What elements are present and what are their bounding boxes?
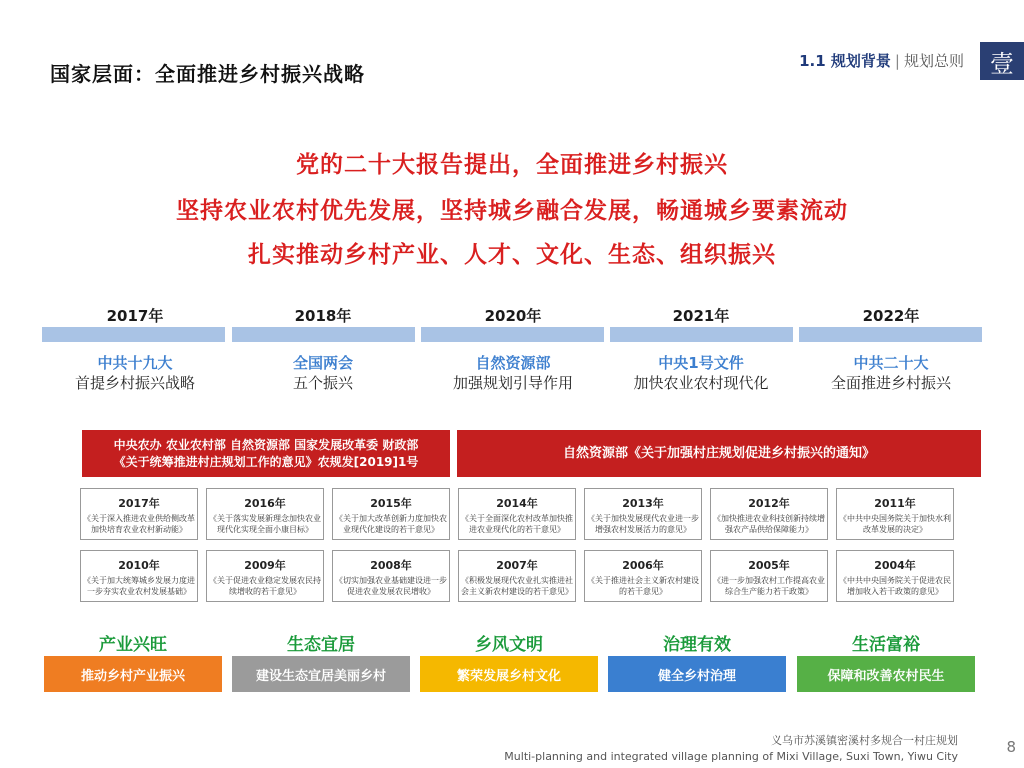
document-title: 《关于落实发展新理念加快农业现代化实现全面小康目标》 [209, 514, 321, 534]
section-tag [799, 50, 964, 71]
timeline-event-desc: 加强规划引导作用 [452, 374, 573, 392]
document-year: 2007年 [496, 559, 538, 572]
section-number: 1.1 规划背景 [799, 52, 891, 70]
timeline-event-title: 中共二十大 [853, 354, 929, 372]
headline-1: 党的二十大报告提出，全面推进乡村振兴 [296, 152, 728, 178]
document-card [836, 550, 954, 602]
timeline-event-desc: 首提乡村振兴战略 [74, 374, 195, 392]
section-separator: | [894, 52, 900, 70]
document-year: 2012年 [748, 497, 790, 510]
document-title: 《关于加大改革创新力度加快农业现代化建设的若干意见》 [335, 514, 447, 534]
timeline-bar-segment [42, 327, 225, 342]
document-card [458, 550, 576, 602]
timeline-event-desc: 加快农业农村现代化 [633, 374, 769, 392]
document-card [80, 488, 198, 540]
document-title: 《切实加强农业基础建设进一步促进农业发展农民增收》 [335, 576, 447, 596]
footer-project-name-en: Multi-planning and integrated village planning of Mixi Village, Suxi Town, Yiwu City [504, 750, 958, 763]
headline-3: 扎实推动乡村产业、人才、文化、生态、组织振兴 [248, 242, 776, 268]
policy-banner-left-line2: 《关于统筹推进村庄规划工作的意见》农规发[2019]1号 [113, 454, 419, 469]
footer-project-name-cn: 义乌市苏溪镇密溪村多规合一村庄规划 [771, 734, 958, 747]
document-year: 2005年 [748, 559, 790, 572]
document-title: 《关于加快发展现代农业进一步增强农村发展活力的意见》 [587, 514, 699, 534]
timeline-event-title: 中共十九大 [97, 354, 173, 372]
timeline-event-title: 自然资源部 [475, 354, 551, 372]
document-title: 《关于促进农业稳定发展农民持续增收的若干意见》 [209, 576, 321, 596]
pillar-action-bar: 建设生态宜居美丽乡村 [232, 656, 410, 692]
document-title: 《积极发展现代农业扎实推进社会主义新农村建设的若干意见》 [461, 576, 573, 596]
document-year: 2008年 [370, 559, 412, 572]
chapter-badge: 壹 [980, 42, 1024, 80]
document-title: 《中共中央国务院关于促进农民增加收入若干政策的意见》 [839, 576, 951, 596]
document-card [458, 488, 576, 540]
document-year: 2010年 [118, 559, 160, 572]
document-card [710, 550, 828, 602]
document-title: 《加快推进农业科技创新持续增强农产品供给保障能力》 [713, 514, 825, 534]
timeline-year: 2017年 [106, 307, 164, 325]
timeline-bar-segment [232, 327, 415, 342]
document-card [584, 550, 702, 602]
timeline-year: 2021年 [672, 307, 730, 325]
policy-banner-right-text: 自然资源部《关于加强村庄规划促进乡村振兴的通知》 [562, 446, 875, 461]
timeline-event-desc: 全面推进乡村振兴 [830, 374, 951, 392]
document-title: 《中共中央国务院关于加快水利改革发展的决定》 [839, 514, 951, 534]
timeline-year: 2018年 [294, 307, 352, 325]
pillar-title: 生态宜居 [287, 635, 355, 655]
pillar-title: 生活富裕 [852, 635, 920, 655]
section-subtitle: 规划总则 [903, 52, 964, 70]
document-year: 2017年 [118, 497, 160, 510]
headline-2: 坚持农业农村优先发展，坚持城乡融合发展，畅通城乡要素流动 [176, 198, 848, 224]
pillar-title: 治理有效 [663, 635, 731, 655]
pillar-action-bar: 推动乡村产业振兴 [44, 656, 222, 692]
timeline-bar-segment [799, 327, 982, 342]
document-year: 2009年 [244, 559, 286, 572]
pillar-title: 乡风文明 [475, 635, 543, 655]
policy-banner-left-line1: 中央农办 农业农村部 自然资源部 国家发展改革委 财政部 [113, 437, 419, 452]
document-year: 2014年 [496, 497, 538, 510]
pillar-title: 产业兴旺 [99, 635, 167, 655]
document-card [584, 488, 702, 540]
policy-banner-right [457, 430, 981, 477]
document-card [206, 550, 324, 602]
document-title: 《关于加大统筹城乡发展力度进一步夯实农业农村发展基础》 [83, 576, 195, 596]
page-title: 国家层面：全面推进乡村振兴战略 [50, 62, 365, 86]
timeline-year: 2022年 [862, 307, 920, 325]
pillar-action-bar: 繁荣发展乡村文化 [420, 656, 598, 692]
document-card [710, 488, 828, 540]
document-year: 2013年 [622, 497, 664, 510]
pillar-action-bar: 保障和改善农村民生 [797, 656, 975, 692]
timeline-year: 2020年 [484, 307, 542, 325]
document-year: 2006年 [622, 559, 664, 572]
document-card [80, 550, 198, 602]
document-year: 2011年 [874, 497, 916, 510]
page-number: 8 [1006, 738, 1016, 756]
document-card [332, 488, 450, 540]
document-year: 2004年 [874, 559, 916, 572]
document-year: 2016年 [244, 497, 286, 510]
timeline-event-title: 全国两会 [292, 354, 353, 372]
timeline-bar-segment [421, 327, 604, 342]
document-card [836, 488, 954, 540]
timeline-event-title: 中央1号文件 [658, 354, 744, 372]
document-title: 《进一步加强农村工作提高农业综合生产能力若干政策》 [713, 576, 825, 596]
document-year: 2015年 [370, 497, 412, 510]
pillar-action-bar: 健全乡村治理 [608, 656, 786, 692]
timeline-bar-segment [610, 327, 793, 342]
timeline-event-desc: 五个振兴 [292, 374, 353, 392]
document-title: 《关于全面深化农村改革加快推进农业现代化的若干意见》 [461, 514, 573, 534]
document-title: 《关于推进社会主义新农村建设的若干意见》 [587, 576, 699, 596]
document-card [332, 550, 450, 602]
document-card [206, 488, 324, 540]
document-title: 《关于深入推进农业供给侧改革加快培育农业农村新动能》 [83, 514, 195, 534]
policy-banner-left [82, 430, 450, 477]
